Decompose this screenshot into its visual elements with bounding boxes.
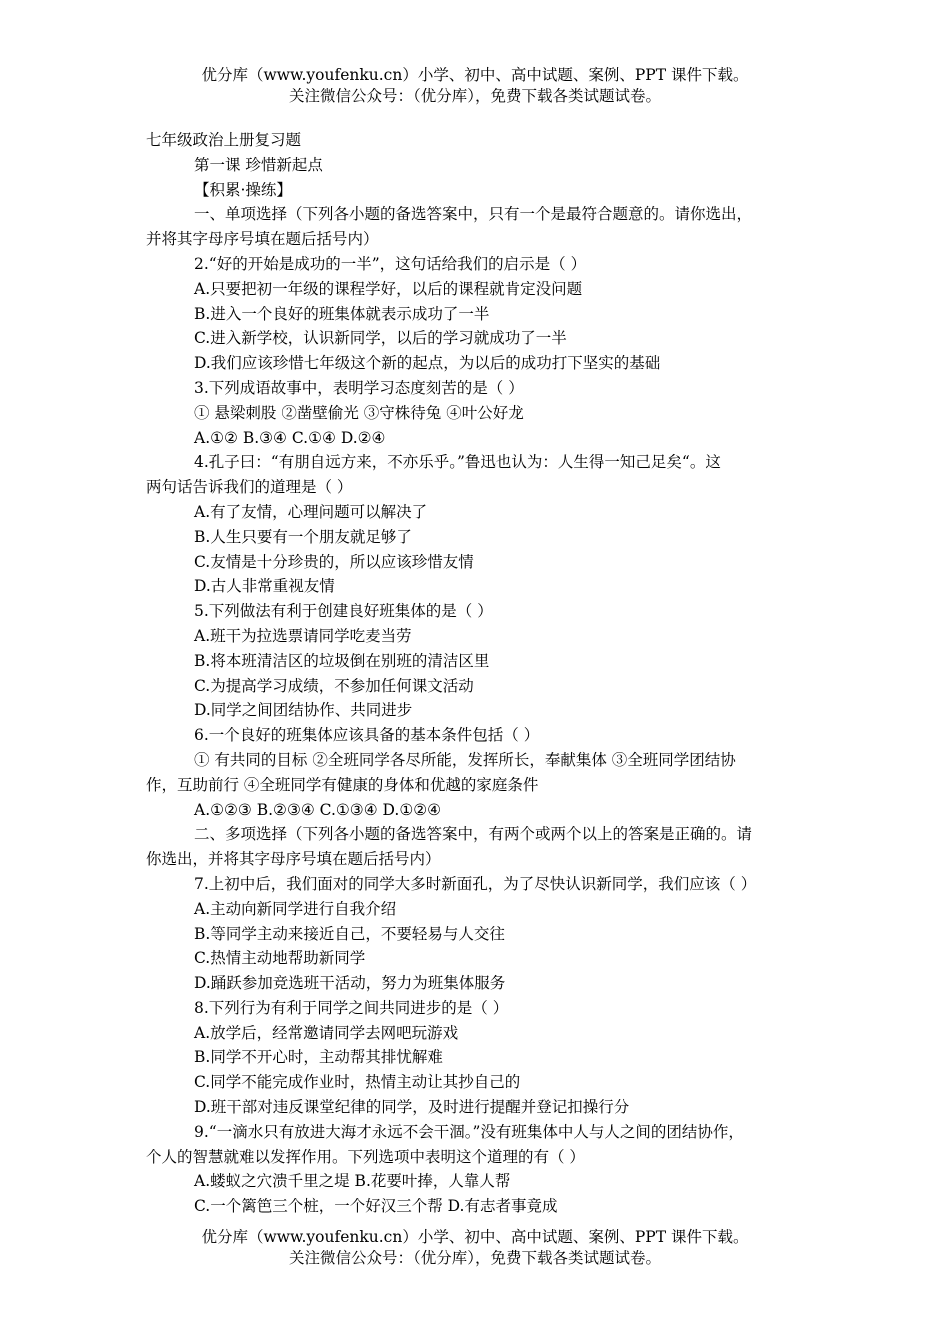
text-line: C.进入新学校，认识新同学，以后的学习就成功了一半 — [194, 329, 567, 348]
text-line: C.友情是十分珍贵的，所以应该珍惜友情 — [194, 552, 474, 571]
text-line: D.我们应该珍惜七年级这个新的起点，为以后的成功打下坚实的基础 — [194, 354, 661, 373]
text-line: 6.一个良好的班集体应该具备的基本条件包括（ ） — [194, 726, 540, 745]
text-line: 4.孔子曰：“有朋自远方来，不亦乐乎。”鲁迅也认为：人生得一知己足矣“。这 — [194, 453, 721, 472]
text-line: B.进入一个良好的班集体就表示成功了一半 — [194, 304, 490, 323]
text-line: 8.下列行为有利于同学之间共同进步的是（ ） — [194, 998, 509, 1017]
text-line: C.为提高学习成绩，不参加任何课文活动 — [194, 676, 474, 695]
text-line: 个人的智慧就难以发挥作用。下列选项中表明这个道理的有（ ） — [146, 1147, 585, 1166]
text-line: C.一个篱笆三个桩，一个好汉三个帮 D.有志者事竟成 — [194, 1197, 558, 1216]
text-line: B.同学不开心时，主动帮其排忧解难 — [194, 1048, 443, 1067]
page-footer — [0, 1227, 950, 1269]
header-line-1: 优分库（www.youfenku.cn）小学、初中、高中试题、案例、PPT 课件下载。 — [201, 66, 749, 84]
text-line: 你选出，并将其字母序号填在题后括号内） — [146, 850, 441, 869]
text-line: 9.“一滴水只有放进大海才永远不会干涸。”没有班集体中人与人之间的团结协作， — [194, 1122, 744, 1141]
text-line: 第一课 珍惜新起点 — [194, 155, 323, 174]
text-line: 并将其字母序号填在题后括号内） — [146, 230, 379, 249]
text-line: A.放学后，经常邀请同学去网吧玩游戏 — [194, 1023, 459, 1042]
header-line-2: 关注微信公众号：（优分库），免费下载各类试题试卷。 — [288, 87, 661, 105]
text-line: B.将本班清洁区的垃圾倒在别班的清洁区里 — [194, 651, 490, 670]
text-line: D.踊跃参加竞选班干活动，努力为班集体服务 — [194, 974, 506, 993]
text-line: A.主动向新同学进行自我介绍 — [194, 899, 397, 918]
text-line: D.班干部对违反课堂纪律的同学，及时进行提醒并登记扣操行分 — [194, 1098, 630, 1117]
text-line: A.有了友情，心理问题可以解决了 — [194, 502, 428, 521]
text-line: 七年级政治上册复习题 — [146, 131, 302, 149]
page-header — [0, 65, 950, 107]
text-line: 二、多项选择（下列各小题的备选答案中，有两个或两个以上的答案是正确的。请 — [194, 825, 753, 844]
text-line: B.人生只要有一个朋友就足够了 — [194, 527, 412, 546]
text-line: D.古人非常重视友情 — [194, 577, 335, 596]
text-line: A.①② B.③④ C.①④ D.②④ — [194, 428, 386, 447]
text-line: B.等同学主动来接近自己，不要轻易与人交往 — [194, 924, 505, 943]
text-line: ① 悬梁刺股 ②凿壁偷光 ③守株待兔 ④叶公好龙 — [194, 403, 524, 422]
text-line: 7.上初中后，我们面对的同学大多时新面孔，为了尽快认识新同学，我们应该（ ） — [194, 874, 757, 893]
text-line: 作，互助前行 ④全班同学有健康的身体和优越的家庭条件 — [146, 775, 539, 794]
text-line: A.①②③ B.②③④ C.①③④ D.①②④ — [194, 800, 442, 819]
text-line: 2.“好的开始是成功的一半”，这句话给我们的启示是（ ） — [194, 254, 587, 273]
text-line: A.蝼蚁之穴溃千里之堤 B.花要叶捧，人靠人帮 — [194, 1172, 511, 1191]
text-line: 5.下列做法有利于创建良好班集体的是（ ） — [194, 602, 493, 621]
document-body — [146, 128, 806, 1219]
text-line: A.班干为拉选票请同学吃麦当劳 — [194, 626, 412, 645]
text-line: ① 有共同的目标 ②全班同学各尽所能，发挥所长，奉献集体 ③全班同学团结协 — [194, 750, 736, 769]
footer-line-1: 优分库（www.youfenku.cn）小学、初中、高中试题、案例、PPT 课件下载。 — [201, 1228, 749, 1246]
text-line: 【积累·操练】 — [194, 180, 292, 199]
text-line: C.热情主动地帮助新同学 — [194, 949, 366, 968]
text-line: A.只要把初一年级的课程学好，以后的课程就肯定没问题 — [194, 279, 583, 298]
text-line: D.同学之间团结协作、共同进步 — [194, 701, 413, 720]
footer-line-2: 关注微信公众号：（优分库），免费下载各类试题试卷。 — [288, 1249, 661, 1267]
text-line: 3.下列成语故事中，表明学习态度刻苦的是（ ） — [194, 378, 524, 397]
text-line: 一、单项选择（下列各小题的备选答案中，只有一个是最符合题意的。请你选出， — [194, 205, 753, 224]
text-line: 两句话告诉我们的道理是（ ） — [146, 478, 353, 497]
text-line: C.同学不能完成作业时，热情主动让其抄自己的 — [194, 1073, 521, 1092]
